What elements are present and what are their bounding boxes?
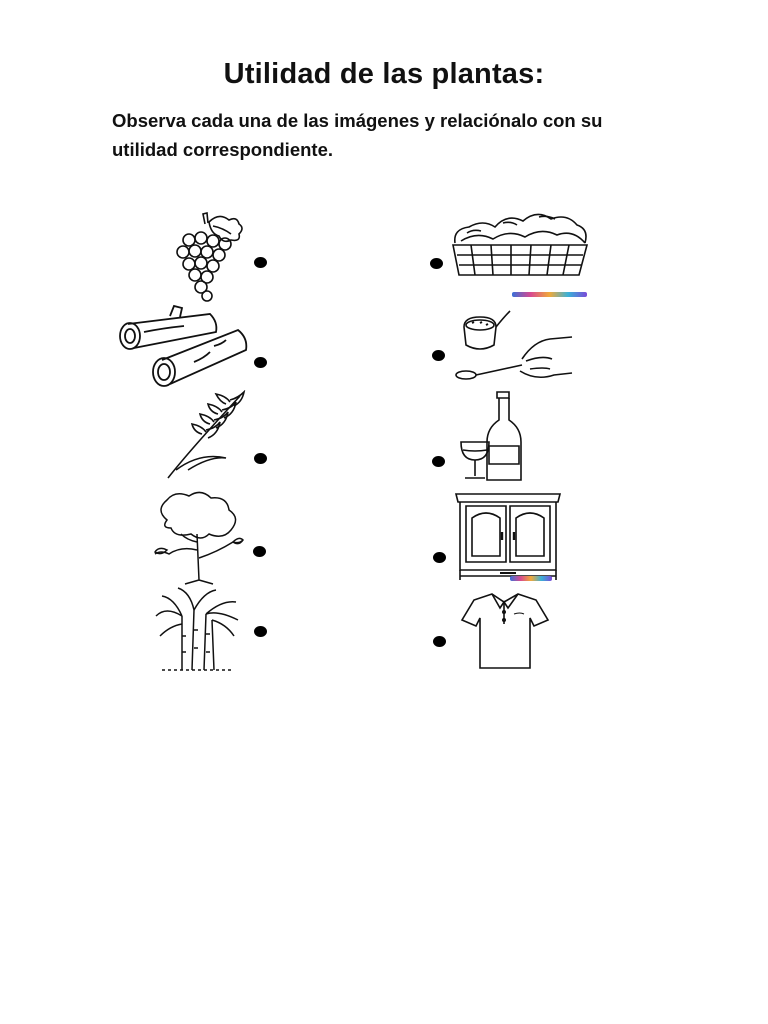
bread-basket-icon — [447, 205, 592, 293]
polo-shirt-icon — [460, 590, 550, 670]
match-dot-left-4[interactable] — [253, 546, 266, 557]
match-dot-left-2[interactable] — [254, 357, 267, 368]
watermark-logo — [512, 292, 587, 297]
wheat-icon — [160, 390, 255, 485]
match-dot-right-4[interactable] — [433, 552, 446, 563]
match-dot-right-1[interactable] — [430, 258, 443, 269]
sugarcane-icon — [152, 586, 242, 672]
wooden-cabinet-icon — [454, 490, 562, 584]
matching-exercise — [112, 200, 592, 676]
cotton-plant-icon — [147, 490, 247, 586]
sugar-spoon-icon — [450, 305, 575, 390]
logs-icon — [114, 302, 254, 392]
instructions-text: Observa cada una de las imágenes y relaciónalo con su utilidad correspondiente. — [112, 110, 603, 160]
page-title: Utilidad de las plantas: — [223, 58, 545, 90]
grapes-icon — [167, 210, 247, 302]
match-dot-right-3[interactable] — [432, 456, 445, 467]
watermark-logo-2 — [510, 576, 552, 581]
match-dot-right-2[interactable] — [432, 350, 445, 361]
wine-bottle-glass-icon — [457, 390, 537, 485]
match-dot-right-5[interactable] — [433, 636, 446, 647]
match-dot-left-5[interactable] — [254, 626, 267, 637]
match-dot-left-3[interactable] — [254, 453, 267, 464]
match-dot-left-1[interactable] — [254, 257, 267, 268]
